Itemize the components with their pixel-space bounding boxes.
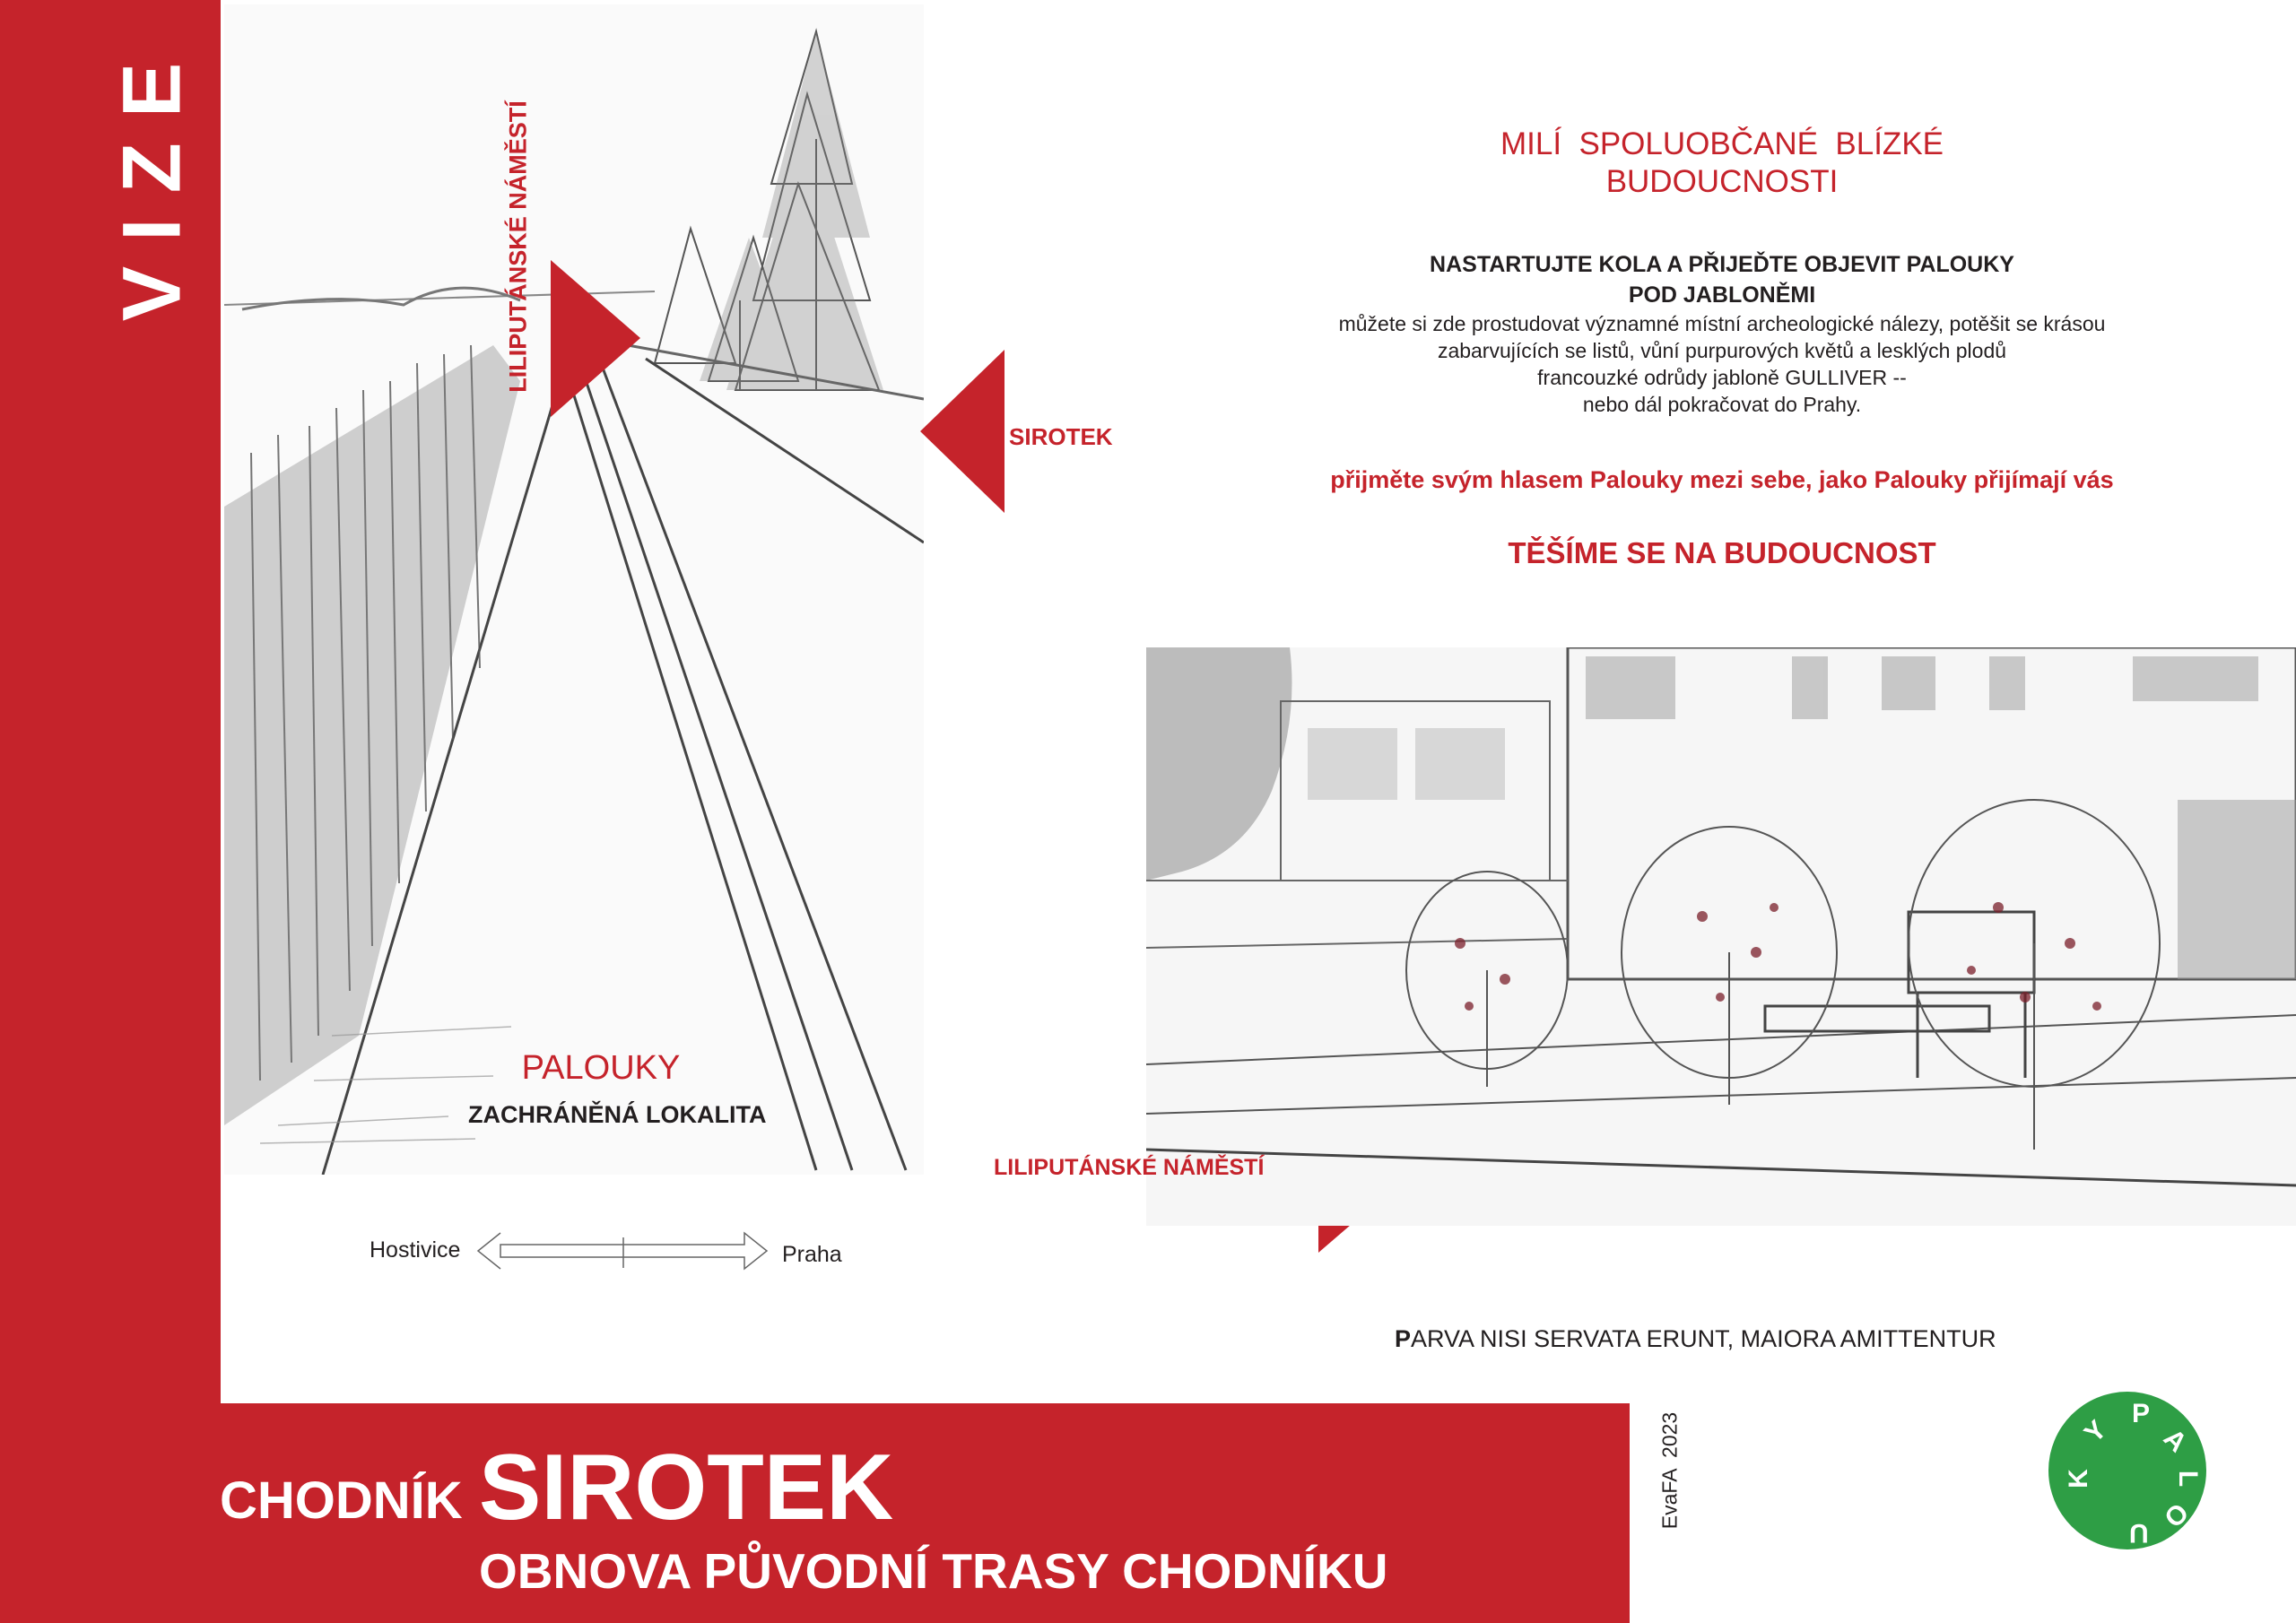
motto-text: ARVA NISI SERVATA ERUNT, MAIORA AMITTENTUR <box>1411 1325 1996 1352</box>
logo-letter-o: O <box>2158 1497 2194 1533</box>
greeting-line-1: MILÍ SPOLUOBČANÉ BLÍZKÉ <box>1500 126 1944 161</box>
motto-initial: P <box>1395 1325 1412 1352</box>
footer-title-small: CHODNÍK <box>220 1471 463 1530</box>
logo-letter-a: A <box>2157 1423 2193 1458</box>
motto <box>1395 1325 1996 1353</box>
street-sketch <box>224 4 924 1175</box>
palouky-label: PALOUKY <box>521 1049 681 1087</box>
closing-text: TĚŠÍME SE NA BUDOUCNOST <box>1508 536 1936 569</box>
intro-body-line-4: nebo dál pokračovat do Prahy. <box>1582 393 1862 416</box>
logo-letter-u: U <box>2129 1518 2149 1548</box>
square-sketch <box>1146 647 2296 1226</box>
arrow-right-icon <box>551 260 640 417</box>
intro-heading-line-2: POD JABLONĚMI <box>1628 282 1816 308</box>
logo-letter-y: Y <box>2078 1414 2113 1449</box>
vize-label-area <box>0 0 221 359</box>
zachranena-lokalita-label: ZACHRÁNĚNÁ LOKALITA <box>468 1101 767 1128</box>
footer-subtitle: OBNOVA PŮVODNÍ TRASY CHODNÍKU <box>479 1543 1388 1599</box>
direction-arrow-icon <box>475 1228 771 1273</box>
vize-label: VIZE <box>106 37 198 322</box>
intro-body-line-2: zabarvujících se listů, vůní purpurových květů a lesklých plodů <box>1437 339 2007 362</box>
intro-heading <box>1238 249 2206 310</box>
intro-heading-line-1: NASTARTUJTE KOLA A PŘIJEĎTE OBJEVIT PALOUKY <box>1430 252 2014 277</box>
street-sketch-drawing <box>224 4 924 1175</box>
footer-title-big: SIROTEK <box>479 1436 894 1540</box>
liliputanske-namesti-vertical-label: LILIPUTÁNSKÉ NÁMĚSTÍ <box>504 100 532 393</box>
liliputanske-namesti-label: LILIPUTÁNSKÉ NÁMĚSTÍ <box>994 1155 1265 1180</box>
greeting <box>1435 126 2009 201</box>
logo-letter-p: P <box>2132 1399 2151 1428</box>
square-sketch-drawing <box>1146 647 2296 1226</box>
intro-body-line-3: francouzké odrůdy jabloně GULLIVER -- <box>1537 366 1907 389</box>
appeal-text: přijměte svým hlasem Palouky mezi sebe, jako Palouky přijímají vás <box>1330 466 2114 493</box>
hostivice-label: Hostivice <box>370 1237 461 1263</box>
sirotek-label: SIROTEK <box>1009 423 1113 450</box>
palouky-logo <box>2047 1390 2208 1551</box>
logo-letters <box>2047 1390 2208 1551</box>
credit-text: EvaFA 2023 <box>1657 1411 1682 1530</box>
greeting-line-2: BUDOUCNOSTI <box>1605 164 1839 199</box>
intro-body <box>1238 310 2206 418</box>
arrow-left-icon <box>920 350 1004 513</box>
praha-label: Praha <box>782 1242 842 1267</box>
intro-body-line-1: můžete si zde prostudovat významné místní archeologické nálezy, potěšit se krásou <box>1338 312 2106 335</box>
logo-letter-l: L <box>2173 1470 2204 1488</box>
logo-letter-k: K <box>2063 1469 2093 1488</box>
